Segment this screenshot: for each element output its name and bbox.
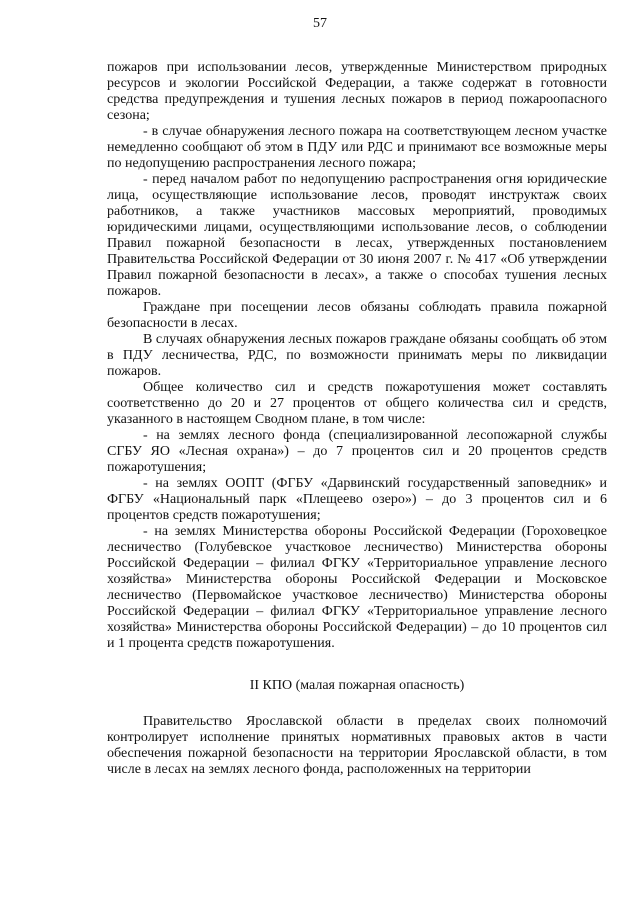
paragraph-citizens-rules: Граждане при посещении лесов обязаны соблюдать правила пожарной безопасности в лесах. (107, 300, 607, 331)
page-number: 57 (313, 16, 327, 31)
paragraph-instruction: - перед началом работ по недопущению распространения огня юридические лица, осуществляющие использование лесов, проводят инструктаж своих работников, а также участников массовых мероприятий, проводимых юридическими лицами, осуществляющими использование лесов, о соблюдении Правил пожарной безопасности в лесах, утвержденных постановлением Правительства Российской Федерации от 30 июня 2007 г. № 417 «Об утверждении Правил пожарной безопасности в лесах», а также о способах тушения лесных пожаров. (107, 172, 607, 299)
paragraph-defense-ministry: - на землях Министерства обороны Российской Федерации (Гороховецкое лесничество (Голубевское участковое лесничество) Министерства обороны Российской Федерации – филиал ФГКУ «Территориальное управление лесного хозяйства» Министерства обороны Российской Федерации и Московское лесничество (Первомайское участковое лесничество) Министерства обороны Российской Федерации – филиал ФГКУ «Территориальное управление лесного хозяйства» Министерства обороны Российской Федерации) – до 10 процентов сил и 1 процента средств пожаротушения. (107, 524, 607, 651)
section-heading: II КПО (малая пожарная опасность) (249, 678, 465, 693)
paragraph-report-fire: - в случае обнаружения лесного пожара на соответствующем лесном участке немедленно сообщают об этом в ПДУ или РДС и принимают все возможные меры по недопущению распространения лесного пожара; (107, 124, 607, 171)
paragraph-forest-fund: - на землях лесного фонда (специализированной лесопожарной службы СГБУ ЯО «Лесная охрана») – до 7 процентов сил и 20 процентов средств пожаротушения; (107, 428, 607, 475)
paragraph-oopt: - на землях ООПТ (ФГБУ «Дарвинский государственный заповедник» и ФГБУ «Национальный парк «Плещеево озеро») – до 3 процентов сил и 6 процентов средств пожаротушения; (107, 476, 607, 523)
paragraph-continuation: пожаров при использовании лесов, утвержденные Министерством природных ресурсов и экологии Российской Федерации, а также содержат в готовности средства предупреждения и тушения лесных пожаров в период пожароопасного сезона; (107, 60, 607, 123)
paragraph-government: Правительство Ярославской области в пределах своих полномочий контролирует исполнение принятых нормативных правовых актов в части обеспечения пожарной безопасности на территории Ярославской области, в том числе в лесах на землях лесного фонда, расположенных на территории (107, 714, 607, 777)
paragraph-total-forces: Общее количество сил и средств пожаротушения может составлять соответственно до 20 и 27 процентов от общего количества сил и средств, указанного в настоящем Сводном плане, в том числе: (107, 380, 607, 427)
paragraph-citizens-report: В случаях обнаружения лесных пожаров граждане обязаны сообщать об этом в ПДУ лесничества, РДС, по возможности принимать меры по ликвидации пожаров. (107, 332, 607, 379)
document-body (107, 60, 607, 778)
